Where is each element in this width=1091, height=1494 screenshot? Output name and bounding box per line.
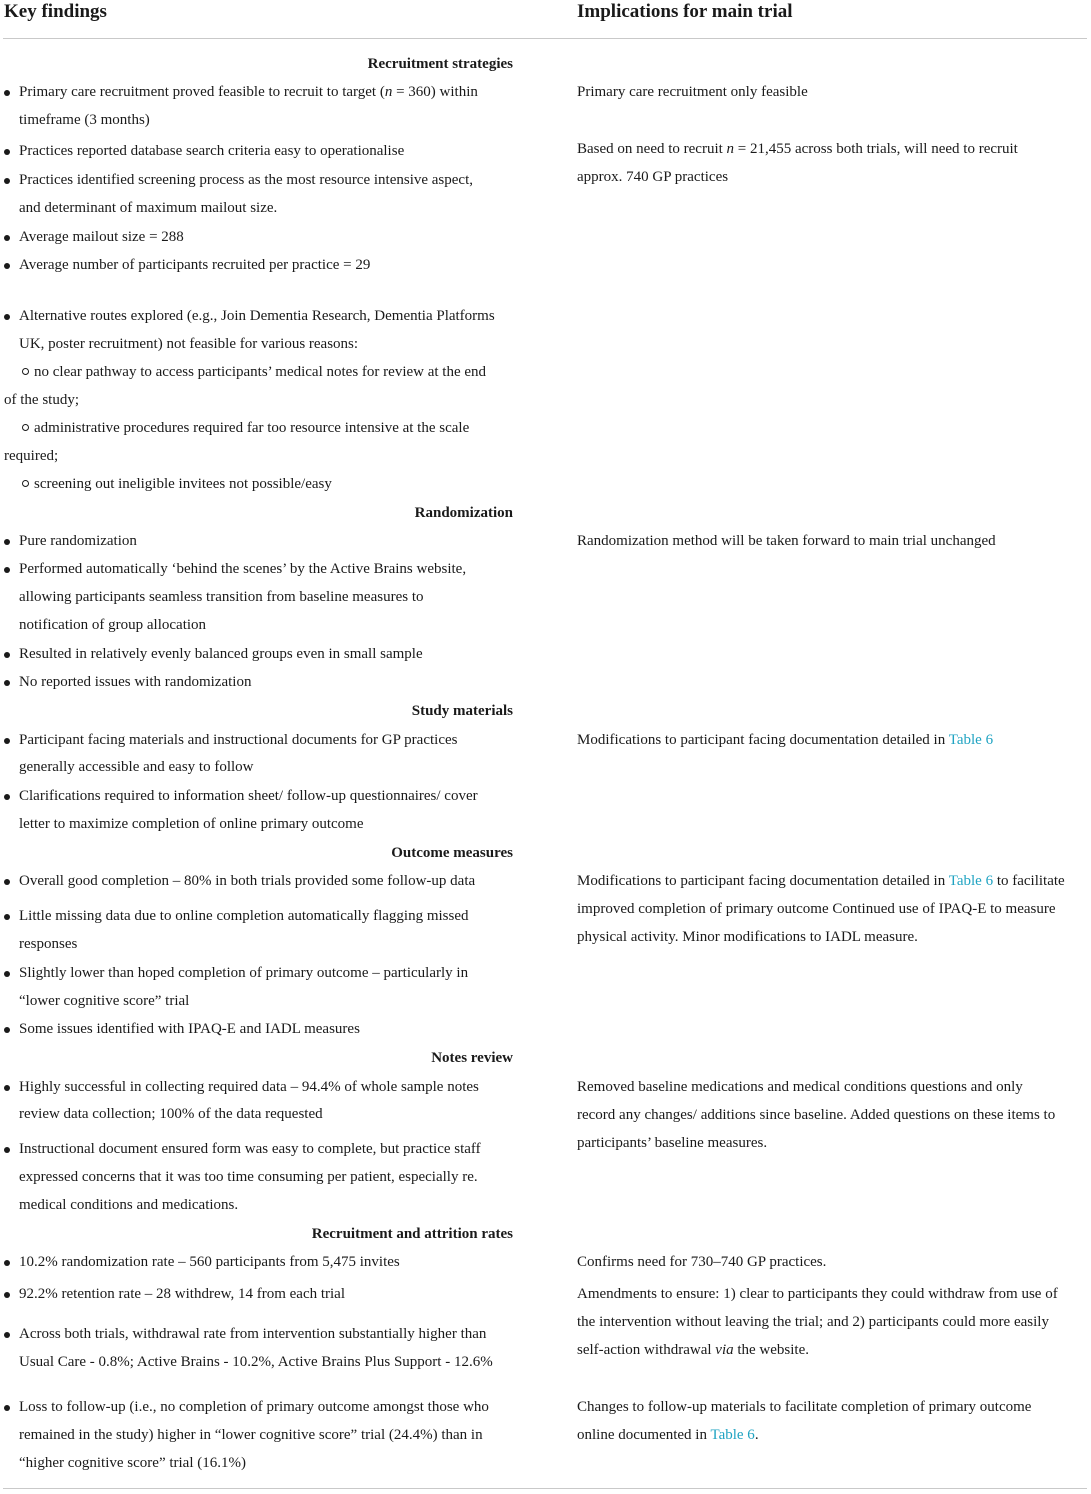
table-6-link[interactable]: Table 6 [948,732,994,748]
sub-finding-text: administrative procedures required far too resource intensive at the scale [22,414,469,442]
implication-text: Based on need to recruit n = 21,455 across both trials, will need to recruit [577,141,1018,157]
finding-text: Overall good completion – 80% in both trials provided some follow-up data [19,873,476,889]
finding-text: Pure randomization [19,533,137,549]
finding-text: Average mailout size = 288 [19,229,184,245]
implication-text: record any changes/ additions since baseline. Added questions on these items to [577,1107,1056,1123]
section-randomization: Randomization [414,505,513,521]
sub-finding-text: required; [4,448,59,464]
finding-text: Clarifications required to information sheet/ follow-up questionnaires/ cover [19,788,478,804]
implication-text: online documented in Table 6. [577,1427,759,1443]
bullet [4,738,10,744]
bullet [4,90,10,96]
finding-text: 92.2% retention rate – 28 withdrew, 14 from each trial [19,1286,346,1302]
sub-finding-text: screening out ineligible invitees not possible/easy [22,470,332,498]
finding-text: Usual Care - 0.8%; Active Brains - 10.2%, Active Brains Plus Support - 12.6% [19,1354,493,1370]
implication-text: self-action withdrawal via the website. [577,1342,810,1358]
sub-bullet [22,424,29,431]
sub-finding-text: of the study; [4,392,79,408]
bullet [4,235,10,241]
finding-text: “higher cognitive score” trial (16.1%) [19,1455,246,1471]
finding-text: Slightly lower than hoped completion of primary outcome – particularly in [19,965,469,981]
finding-text: expressed concerns that it was too time consuming per patient, especially re. [19,1169,478,1185]
finding-text: Practices identified screening process as the most resource intensive aspect, [19,172,474,188]
section-outcome-measures: Outcome measures [391,845,513,861]
bullet [4,149,10,155]
finding-text: Instructional document ensured form was easy to complete, but practice staff [19,1141,481,1157]
finding-text: Some issues identified with IPAQ-E and IADL measures [19,1021,360,1037]
finding-text: Performed automatically ‘behind the scenes’ by the Active Brains website, [19,561,467,577]
bullet [4,1027,10,1033]
section-study-materials: Study materials [411,703,513,719]
finding-text: Average number of participants recruited per practice = 29 [19,257,371,273]
finding-text: review data collection; 100% of the data requested [19,1106,323,1122]
column-header-key-findings: Key findings [4,1,107,22]
bullet [4,1332,10,1338]
implication-text: Randomization method will be taken forward to main trial unchanged [577,533,996,549]
implication-text: Confirms need for 730–740 GP practices. [577,1254,827,1270]
finding-text: remained in the study) higher in “lower cognitive score” trial (24.4%) than in [19,1427,483,1443]
finding-text: No reported issues with randomization [19,674,252,690]
finding-text: allowing participants seamless transition from baseline measures to [19,589,424,605]
finding-text: UK, poster recruitment) not feasible for various reasons: [19,336,359,352]
sub-bullet [22,368,29,375]
implication-text: the intervention without leaving the trial; and 2) participants could more easily [577,1314,1049,1330]
implication-text: Modifications to participant facing documentation detailed in Table 6 to facilitate [577,873,1065,889]
implication-text: Amendments to ensure: 1) clear to participants they could withdraw from use of [577,1286,1058,1302]
header-rule [3,38,1087,39]
finding-text: Resulted in relatively evenly balanced groups even in small sample [19,646,423,662]
bullet [4,178,10,184]
finding-text: letter to maximize completion of online primary outcome [19,816,364,832]
implication-text: improved completion of primary outcome Continued use of IPAQ-E to measure [577,901,1056,917]
bullet [4,680,10,686]
implication-text: Changes to follow-up materials to facilitate completion of primary outcome [577,1399,1032,1415]
bullet [4,263,10,269]
finding-text: Highly successful in collecting required data – 94.4% of whole sample notes [19,1079,479,1095]
bullet [4,1260,10,1266]
bullet [4,1085,10,1091]
finding-text: responses [19,936,78,952]
finding-text: and determinant of maximum mailout size. [19,200,278,216]
bullet [4,314,10,320]
section-recruitment-strategies: Recruitment strategies [367,56,513,72]
bullet [4,1292,10,1298]
bullet [4,652,10,658]
finding-text: Across both trials, withdrawal rate from intervention substantially higher than [19,1326,487,1342]
sub-bullet [22,480,29,487]
finding-text: “lower cognitive score” trial [19,993,190,1009]
implication-text: physical activity. Minor modifications to IADL measure. [577,929,918,945]
section-recruitment-attrition: Recruitment and attrition rates [311,1226,513,1242]
bullet [4,567,10,573]
implication-text: participants’ baseline measures. [577,1135,768,1151]
table-6-link[interactable]: Table 6 [948,873,994,889]
bullet [4,879,10,885]
finding-text: 10.2% randomization rate – 560 participants from 5,475 invites [19,1254,400,1270]
finding-text: Little missing data due to online completion automatically flagging missed [19,908,469,924]
column-header-implications: Implications for main trial [577,1,793,22]
finding-text: Primary care recruitment proved feasible to recruit to target (n = 360) within [19,84,478,100]
finding-text: Loss to follow-up (i.e., no completion of primary outcome amongst those who [19,1399,489,1415]
bullet [4,971,10,977]
footer-rule [3,1488,1087,1489]
bullet [4,1147,10,1153]
finding-text: medical conditions and medications. [19,1197,239,1213]
finding-text: Practices reported database search criteria easy to operationalise [19,143,405,159]
finding-text: Participant facing materials and instructional documents for GP practices [19,732,458,748]
bullet [4,914,10,920]
implication-text: approx. 740 GP practices [577,169,729,185]
section-notes-review: Notes review [431,1050,513,1066]
implication-text: Removed baseline medications and medical conditions questions and only [577,1079,1023,1095]
implication-text: Primary care recruitment only feasible [577,84,808,100]
table-6-link[interactable]: Table 6 [710,1427,755,1443]
implication-text: Modifications to participant facing documentation detailed in Table 6 [577,732,994,748]
bullet [4,1405,10,1411]
bullet [4,539,10,545]
finding-text: Alternative routes explored (e.g., Join Dementia Research, Dementia Platforms [19,308,495,324]
finding-text: timeframe (3 months) [19,112,150,128]
finding-text: generally accessible and easy to follow [19,759,254,775]
sub-finding-text: no clear pathway to access participants’ medical notes for review at the end [22,358,486,386]
bullet [4,794,10,800]
finding-text: notification of group allocation [19,617,207,633]
